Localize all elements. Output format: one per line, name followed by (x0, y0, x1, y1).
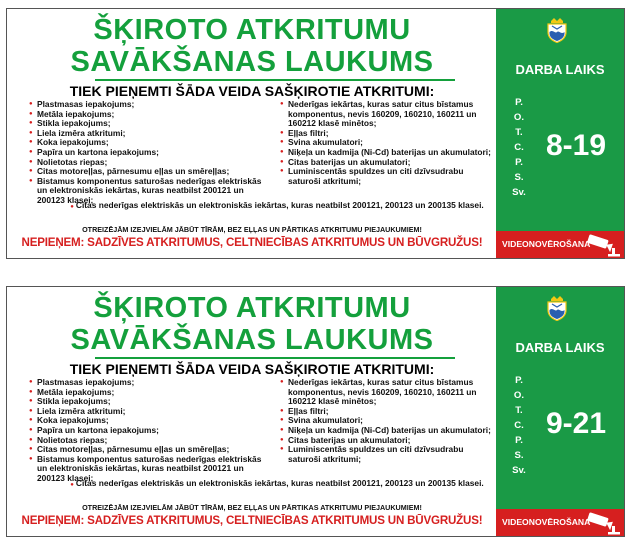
extra-item-text: Citas nederīgas elektriskās un elektroniskās iekārtas, kuras neatbilst 200121, 200123 un 200135 klasei. (75, 200, 484, 210)
weekday-label: P. (515, 157, 523, 168)
weekday-label: O. (513, 390, 525, 401)
accepted-item: ● Niķeļa un kadmija (Ni-Cd) baterijas un akumulatori; (280, 426, 492, 436)
sign-title-line2: SAVĀKŠANAS LAUKUMS (70, 324, 434, 356)
accepted-item: ● Metāla iepakojums; (29, 388, 269, 398)
accepted-item: ● Bistamus komponentus saturošas nederīgas elektriskās un elektroniskās iekārtas, kuras neatbilst 200121 un 200123 klasei; (29, 455, 269, 484)
work-hours-panel (496, 9, 624, 258)
work-hours-title: DARBA LAIKS (515, 340, 605, 355)
accepted-item: ● Nederīgas iekārtas, kuras satur citus bīstamus komponentus, nevis 160209, 160210, 160211 un 160212 klasē minētos; (280, 100, 492, 129)
weekday-label: C. (514, 420, 524, 431)
accepted-item: ● Niķeļa un kadmija (Ni-Cd) baterijas un akumulatori; (280, 148, 492, 158)
sign-subtitle: TIEK PIEŅEMTI ŠĀDA VEIDA SAŠĶIROTIE ATKRITUMI: (69, 83, 435, 99)
weekday-label: Sv. (512, 187, 526, 198)
sign-title-line2: SAVĀKŠANAS LAUKUMS (70, 46, 434, 78)
accepted-item: ● Luminiscentās spuldzes un citi dzīvsudrabu saturoši atkritumi; (280, 445, 492, 464)
weekday-label: P. (515, 435, 523, 446)
accepted-list-left (29, 378, 269, 484)
accepted-item: ● Eļļas filtri; (280, 407, 492, 417)
accepted-list-left (29, 100, 269, 206)
sign-title-line1: ŠĶIROTO ATKRITUMU (93, 292, 411, 324)
video-surveillance-label: VIDEONOVĒROŠANA (502, 517, 591, 527)
accepted-item: ● Papīra un kartona iepakojums; (29, 148, 269, 158)
video-surveillance-label: VIDEONOVĒROŠANA (502, 239, 591, 249)
accepted-item: ● Koka iepakojums; (29, 138, 269, 148)
title-underline (95, 357, 455, 359)
accepted-list-right (280, 378, 492, 464)
weekday-label: S. (514, 172, 524, 183)
sign-subtitle: TIEK PIEŅEMTI ŠĀDA VEIDA SAŠĶIROTIE ATKRITUMI: (69, 361, 435, 377)
work-hours-value: 8-19 (545, 129, 607, 162)
sign-panel (6, 8, 625, 259)
video-surveillance-bar (496, 231, 624, 258)
camera-icon (586, 511, 622, 535)
accepted-item: ● Citas motoreļļas, pārnesumu eļļas un smēreļļas; (29, 445, 269, 455)
bullet-icon: ● (70, 204, 74, 210)
sign-title-line1: ŠĶIROTO ATKRITUMU (93, 14, 411, 46)
weekday-label: P. (515, 97, 523, 108)
weekday-label: O. (513, 112, 525, 123)
accepted-item: ● Metāla iepakojums; (29, 110, 269, 120)
cleanliness-note: OTREIZĒJĀM IZEJVIELĀM JĀBŪT TĪRĀM, BEZ EĻĻAS UN PĀRTIKAS ATKRITUMU PIEJAUKUMIEM! (82, 503, 422, 512)
sign-main (7, 9, 497, 258)
accepted-item: ● Luminiscentās spuldzes un citi dzīvsudrabu saturoši atkritumi; (280, 167, 492, 186)
bullet-icon: ● (70, 482, 74, 488)
accepted-item: ● Papīra un kartona iepakojums; (29, 426, 269, 436)
weekday-label: C. (514, 142, 524, 153)
weekday-label: T. (515, 405, 523, 416)
accepted-item: ● Stikla iepakojums; (29, 397, 269, 407)
accepted-extra-item (67, 479, 487, 491)
camera-icon (586, 233, 622, 257)
weekday-label: T. (515, 127, 523, 138)
accepted-item: ● Citas motoreļļas, pārnesumu eļļas un smēreļļas; (29, 167, 269, 177)
weekday-label: Sv. (512, 465, 526, 476)
cleanliness-note: OTREIZĒJĀM IZEJVIELĀM JĀBŪT TĪRĀM, BEZ EĻĻAS UN PĀRTIKAS ATKRITUMU PIEJAUKUMIEM! (82, 225, 422, 234)
accepted-item: ● Stikla iepakojums; (29, 119, 269, 129)
sign-main (7, 287, 497, 536)
accepted-item: ● Plastmasas iepakojums; (29, 100, 269, 110)
accepted-item: ● Citas baterijas un akumulatori; (280, 436, 492, 446)
extra-item-text: Citas nederīgas elektriskās un elektroniskās iekārtas, kuras neatbilst 200121, 200123 un 200135 klasei. (75, 478, 484, 488)
work-hours-panel (496, 287, 624, 536)
accepted-item: ● Nolietotas riepas; (29, 158, 269, 168)
accepted-item: ● Koka iepakojums; (29, 416, 269, 426)
accepted-item: ● Eļļas filtri; (280, 129, 492, 139)
accepted-item: ● Nederīgas iekārtas, kuras satur citus bīstamus komponentus, nevis 160209, 160210, 160211 un 160212 klasē minētos; (280, 378, 492, 407)
accepted-item: ● Svina akumulatori; (280, 416, 492, 426)
coat-of-arms-icon (546, 295, 568, 321)
accepted-item: ● Nolietotas riepas; (29, 436, 269, 446)
title-underline (95, 79, 455, 81)
weekday-list (504, 373, 534, 478)
accepted-item: ● Liela izmēra atkritumi; (29, 129, 269, 139)
sign-panel (6, 286, 625, 537)
weekday-list (504, 95, 534, 200)
work-hours-value: 9-21 (545, 407, 607, 440)
accepted-item: ● Citas baterijas un akumulatori; (280, 158, 492, 168)
accepted-item: ● Svina akumulatori; (280, 138, 492, 148)
accepted-extra-item (67, 201, 487, 213)
video-surveillance-bar (496, 509, 624, 536)
weekday-label: P. (515, 375, 523, 386)
weekday-label: S. (514, 450, 524, 461)
not-accepted-notice: NEPIEŅEM: SADZĪVES ATKRITUMUS, CELTNIECĪBAS ATKRITUMUS UN BŪVGRUŽUS! (21, 514, 483, 527)
accepted-list-right (280, 100, 492, 186)
accepted-item: ● Bistamus komponentus saturošas nederīgas elektriskās un elektroniskās iekārtas, kuras neatbilst 200121 un 200123 klasei; (29, 177, 269, 206)
work-hours-title: DARBA LAIKS (515, 62, 605, 77)
not-accepted-notice: NEPIEŅEM: SADZĪVES ATKRITUMUS, CELTNIECĪBAS ATKRITUMUS UN BŪVGRUŽUS! (21, 236, 483, 249)
accepted-item: ● Liela izmēra atkritumi; (29, 407, 269, 417)
coat-of-arms-icon (546, 17, 568, 43)
accepted-item: ● Plastmasas iepakojums; (29, 378, 269, 388)
